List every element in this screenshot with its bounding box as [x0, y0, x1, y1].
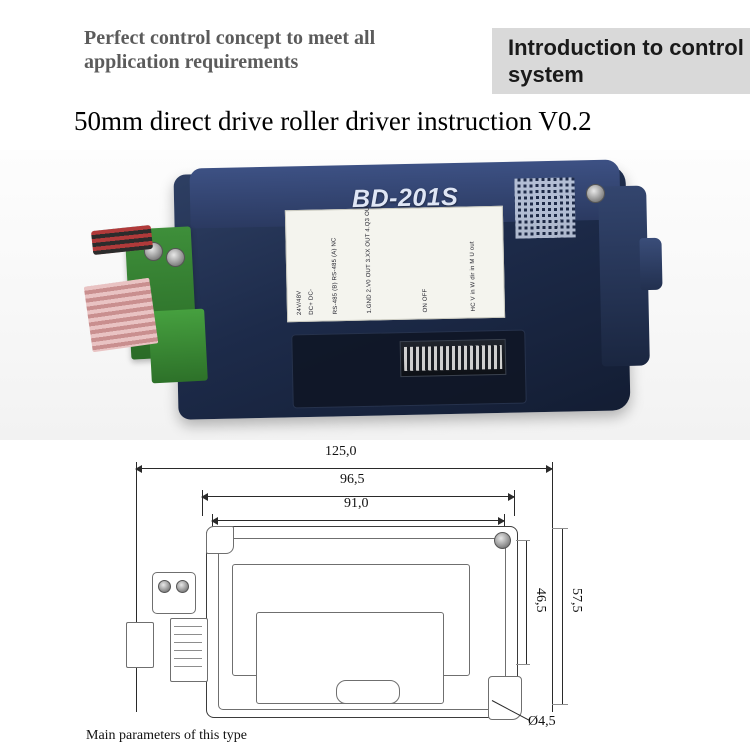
- drawing-terminal-screw-2: [176, 580, 189, 593]
- ext-line-top-465: [516, 540, 530, 541]
- dim-inner-height-line: [526, 540, 527, 664]
- dip-switch-teeth: [404, 345, 502, 371]
- panel-text-power: 24V/48V: [296, 290, 304, 316]
- connector-pin-4: [174, 650, 202, 651]
- panel-text-right-column: HC V in W dir in M U out: [469, 241, 478, 312]
- page-title: 50mm direct drive roller driver instruction V0.2: [74, 106, 592, 136]
- panel-text-dip: ON OFF: [422, 288, 430, 313]
- case-screw: [586, 184, 605, 203]
- drawing-terminal-block: [152, 572, 196, 614]
- drawing-terminal-screw-1: [158, 580, 171, 593]
- terminal-screw-2: [166, 248, 185, 267]
- ext-line-right-965: [514, 490, 515, 516]
- dip-switch-bank: [400, 339, 507, 377]
- page-header: [0, 0, 750, 96]
- drawing-slot: [336, 680, 400, 704]
- device-end-nub: [639, 238, 662, 290]
- connector-pin-6: [174, 666, 202, 667]
- ribbon-cable: [84, 278, 159, 353]
- dim-inner-height-label: 46,5: [533, 588, 548, 613]
- header-tagline: Perfect control concept to meet all application requirements: [84, 27, 376, 73]
- device-label-panel: [285, 202, 505, 323]
- panel-text-left-column: RS-485 (B) RS-485 (A) NC: [331, 237, 340, 315]
- dim-hole-diameter-label: Ø4,5: [528, 714, 556, 729]
- ext-line-left-965: [202, 490, 203, 516]
- dim-overall-length-line: [136, 468, 552, 469]
- dim-overall-height-line: [562, 528, 563, 704]
- panel-text-power-sub: DC+ DC-: [308, 288, 316, 315]
- header-badge-title: Introduction to control system: [508, 35, 744, 87]
- product-photo: [0, 150, 750, 440]
- drawing-corner-tab-top-left: [206, 526, 234, 554]
- qr-code-icon: [514, 177, 575, 238]
- connector-pin-1: [174, 626, 202, 627]
- ext-line-bottom-575: [552, 704, 568, 705]
- drawing-cable-gland: [126, 622, 154, 668]
- dim-inner-length-line: [212, 520, 504, 521]
- panel-text-mid-column: 1.GND 2.V0 OUT 3.XX OUT 4.Q3 OUT: [364, 202, 374, 314]
- dim-overall-height-label: 57,5: [569, 588, 584, 613]
- dim-mid-length-label: 96,5: [340, 472, 365, 487]
- device-model-label: BD-201S: [351, 182, 459, 214]
- green-terminal-block-lower: [148, 309, 208, 384]
- dim-overall-length-label: 125,0: [325, 444, 357, 459]
- connector-pin-5: [174, 658, 202, 659]
- connector-pin-2: [174, 634, 202, 635]
- drawing-screw-top-right: [494, 532, 511, 549]
- ext-line-top-575: [552, 528, 568, 529]
- header-badge: [492, 28, 750, 94]
- ext-line-right-125: [552, 462, 553, 712]
- ext-line-left-125: [136, 462, 137, 712]
- ext-line-bottom-465: [516, 664, 530, 665]
- bottom-note: Main parameters of this type: [86, 728, 247, 743]
- connector-pin-3: [174, 642, 202, 643]
- dim-inner-length-label: 91,0: [344, 496, 369, 511]
- technical-drawing: [0, 440, 750, 742]
